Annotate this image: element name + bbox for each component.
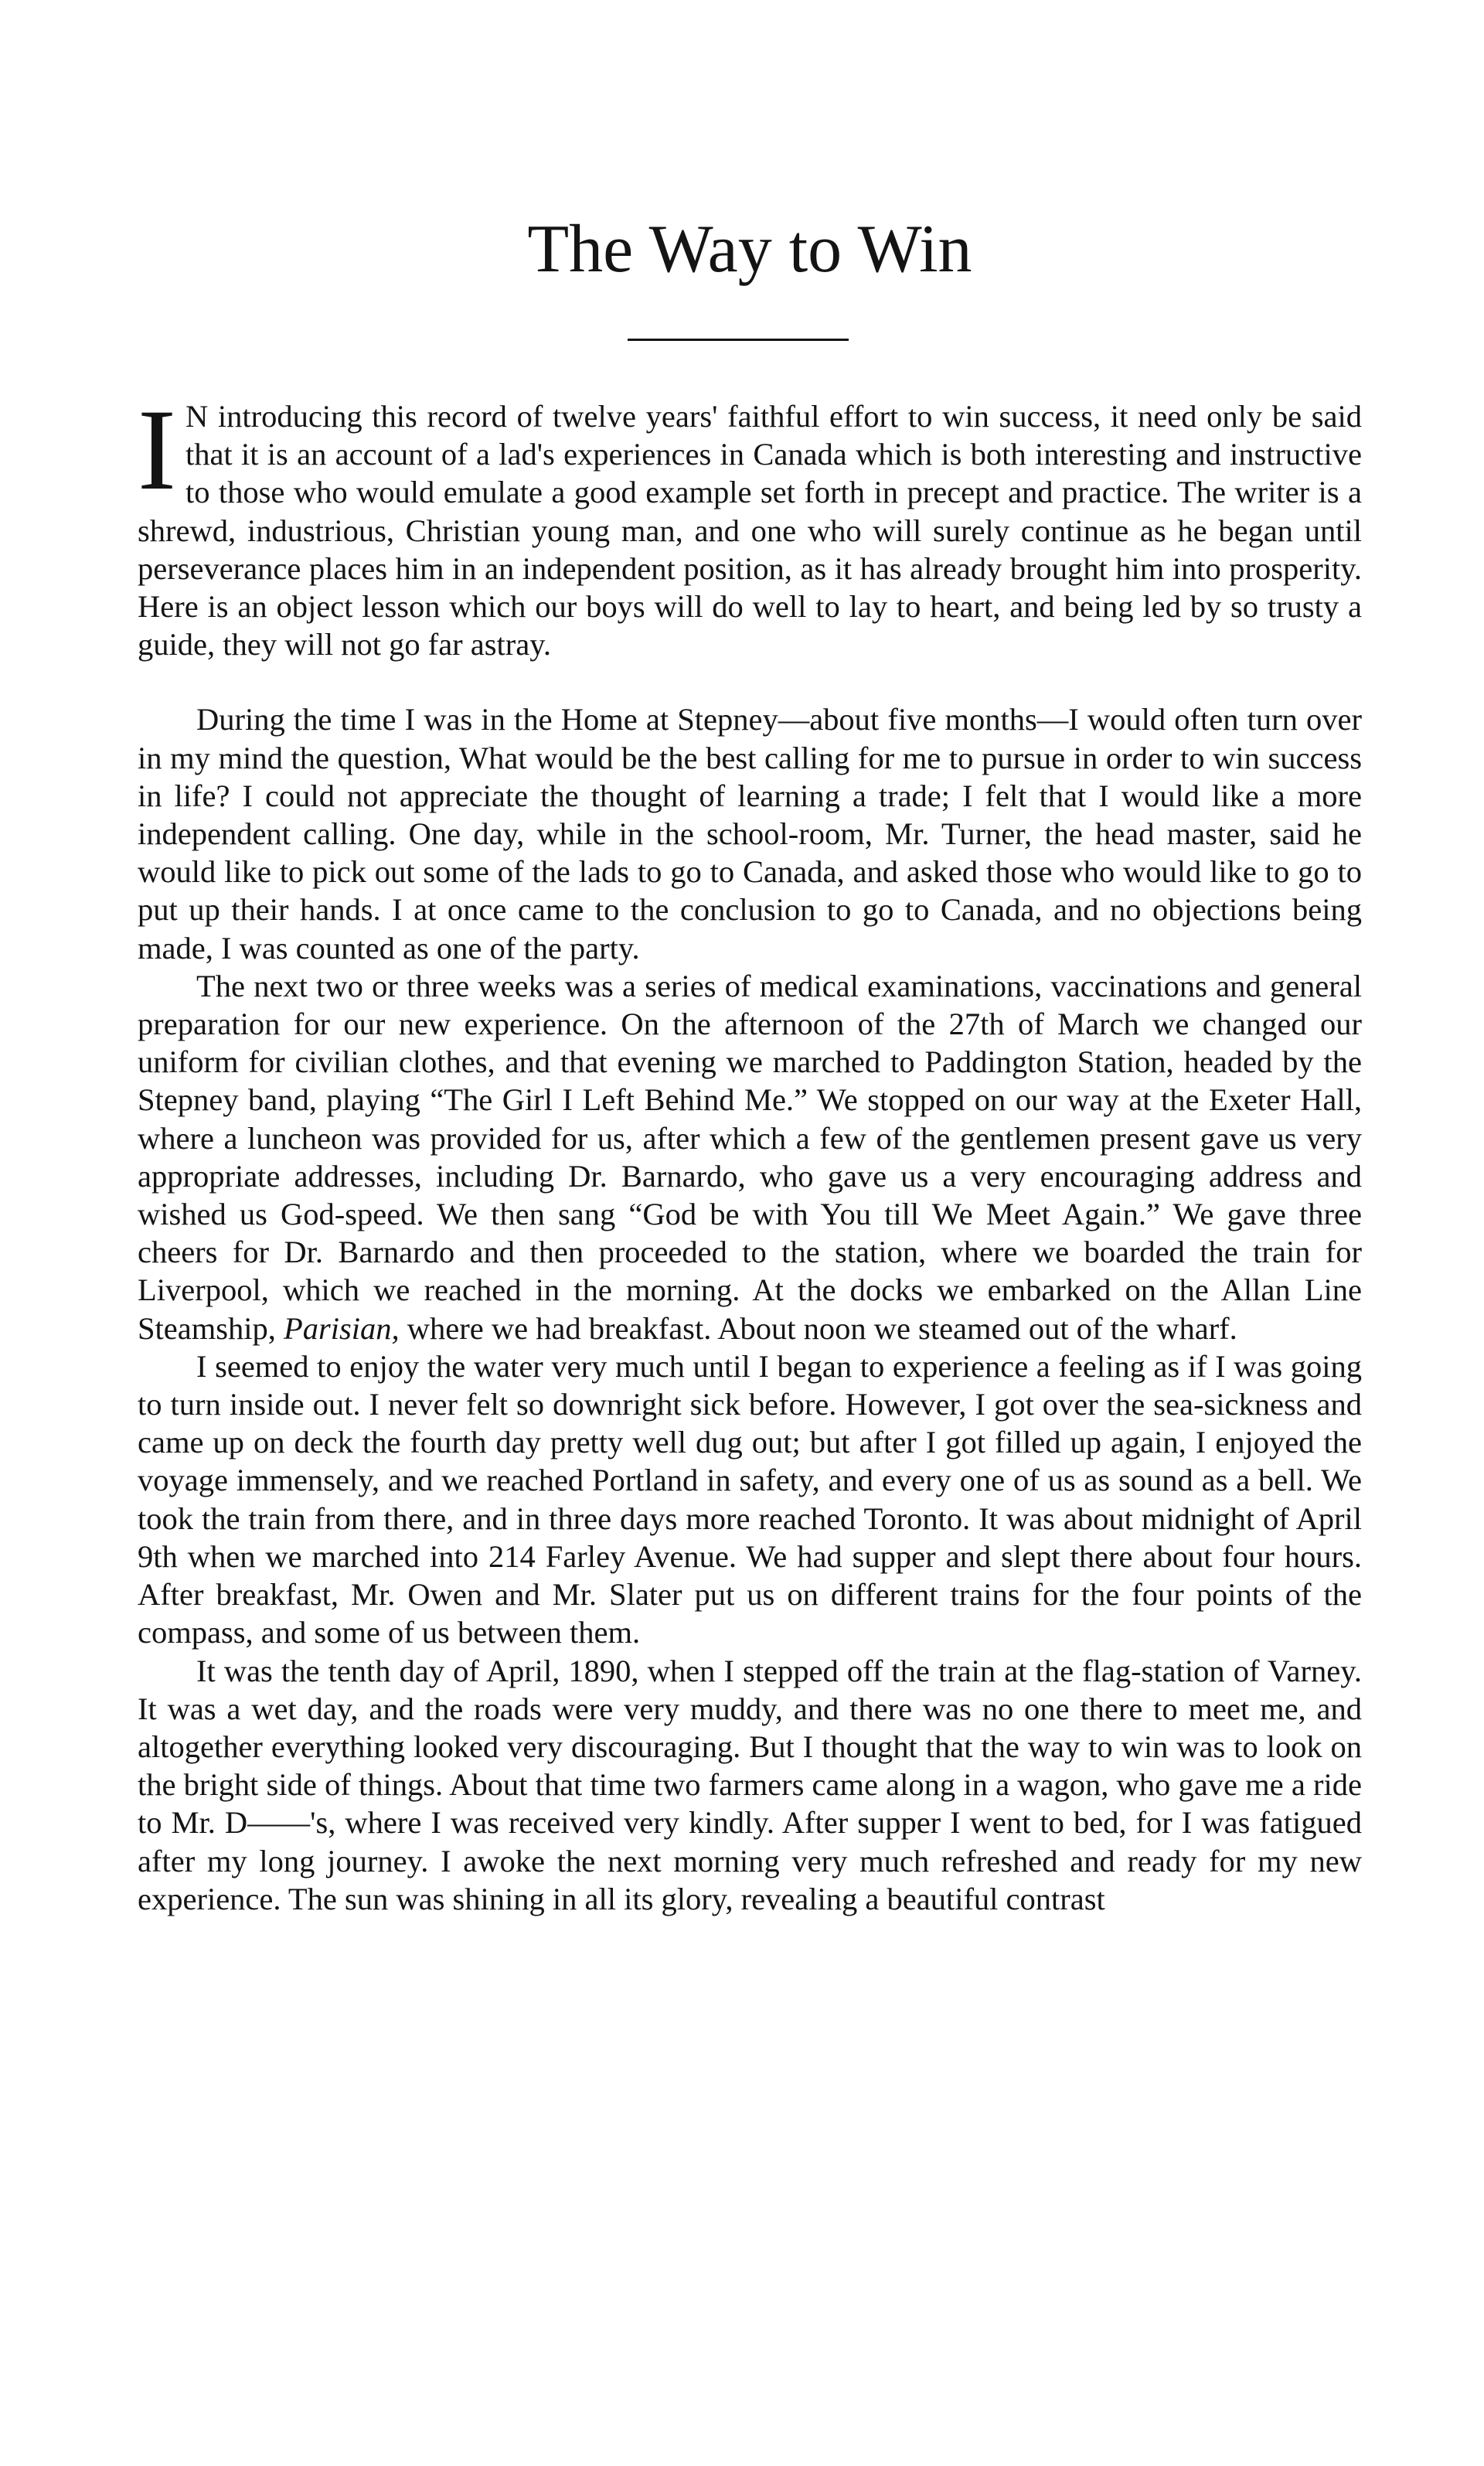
paragraph-stepney: During the time I was in the Home at Stepney—about five months—I would often turn over in my mind the question, What would be the best calling for me to pursue in order to win success in life? I could not appreciate the thought of learning a trade; I felt that I would like a more independent calling. One day, while in the school-room, Mr. Turner, the head master, said he would like to pick out some of the lads to go to Canada, and asked those who would like to go to put up their hands. I at once came to the conclusion to go to Canada, and no objections being made, I was counted as one of the party. (138, 702, 1362, 966)
paragraph-arrival: It was the tenth day of April, 1890, when I stepped off the train at the flag-station of Varney. It was a wet day, and the roads were very muddy, and there was no one there to meet me, and altogether everything looked very discouraging. But I thought that the way to win was to look on the bright side of things. About that time two farmers came along in a wagon, who gave me a ride to Mr. D——'s, where I was received very kindly. After supper I went to bed, for I was fatigued after my long journey. I awoke the next morning very much refreshed and ready for my new experience. The sun was shining in all its glory, revealing a beautiful contrast (138, 1653, 1362, 1916)
paragraph-departure (138, 967, 1362, 1347)
ship-name: Parisian, (284, 1310, 400, 1346)
drop-cap-letter: I (138, 386, 176, 514)
title-rule (628, 339, 849, 341)
paragraph-departure-text: The next two or three weeks was a series of medical examinations, vaccinations and general preparation for our new experience. On the afternoon of the 27th of March we changed our uniform for civilian clothes, and that evening we marched to Paddington Station, headed by the Stepney band, playing “The Girl I Left Behind Me.” We stopped on our way at the Exeter Hall, where a luncheon was provided for us, after which a few of the gentlemen present gave us very appropriate addresses, including Dr. Barnardo, who gave us a very encouraging address and wished us God-speed. We then sang “God be with You till We Meet Again.” We gave three cheers for Dr. Barnardo and then proceeded to the station, where we boarded the train for Liverpool, which we reached in the morning. At the docks we embarked on the Allan Line Steamship, (138, 968, 1362, 1346)
page-title: The Way to Win (527, 212, 972, 287)
article-body (138, 386, 1362, 1918)
paragraph-voyage: I seemed to enjoy the water very much until I began to experience a feeling as if I was going to turn inside out. I never felt so downright sick before. However, I got over the sea-sickness and came up on deck the fourth day pretty well dug out; but after I got filled up again, I enjoyed the voyage immensely, and we reached Portland in safety, and every one of us as sound as a bell. We took the train from there, and in three days more reached Toronto. It was about midnight of April 9th when we marched into 214 Farley Avenue. We had supper and slept there about four hours. After breakfast, Mr. Owen and Mr. Slater put us on different trains for the four points of the compass, and some of us between them. (138, 1348, 1362, 1650)
intro-text: N introducing this record of twelve years' faithful effort to win success, it need only be said that it is an account of a lad's experiences in Canada which is both interesting and instructive to those who would emulate a good example set forth in precept and practice. The writer is a shrewd, industrious, Christian young man, and one who will surely continue as he began until perseverance places him in an independent position, as it has already brought him into prosperity. Here is an object lesson which our boys will do well to lay to heart, and being led by so trusty a guide, they will not go far astray. (138, 399, 1362, 662)
paragraph-departure-end: where we had breakfast. About noon we steamed out of the wharf. (407, 1310, 1237, 1346)
intro-paragraph (138, 386, 1362, 663)
